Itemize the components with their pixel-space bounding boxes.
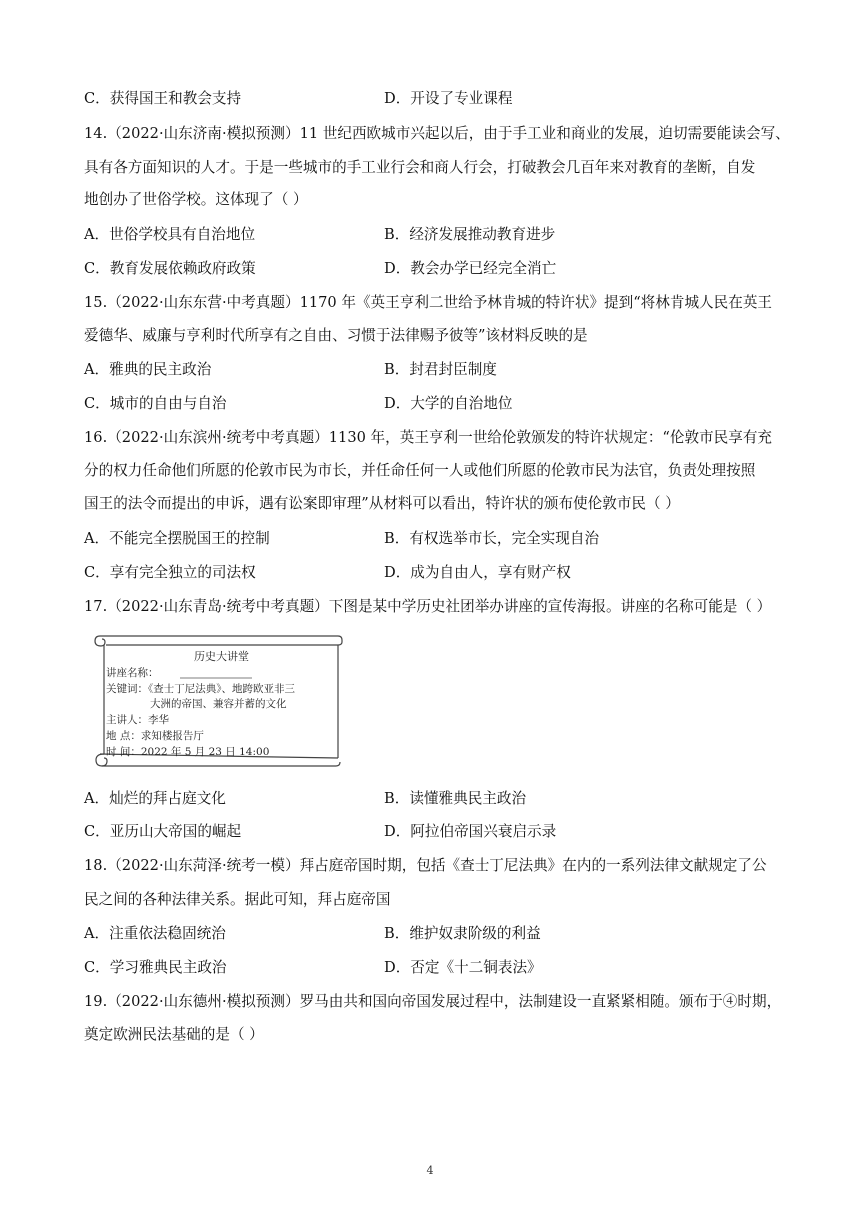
q14-stem-line3: 地创办了世俗学校。这体现了（ ） <box>84 191 308 208</box>
q19-stem-line1: 19.（2022·山东德州·模拟预测）罗马由共和国向帝国发展过程中，法制建设一直紧紧相随。颁布于④时期， <box>84 993 782 1010</box>
q13-option-c: C．获得国王和教会支持 <box>84 90 242 107</box>
q15-option-b: B．封君封臣制度 <box>384 361 497 378</box>
q18-option-c: C．学习雅典民主政治 <box>84 959 227 976</box>
q15-option-c: C．城市的自由与自治 <box>84 395 227 412</box>
poster-keywords-2: 大洲的帝国、兼容并蓄的文化 <box>150 698 287 710</box>
poster-title: 历史大讲堂 <box>194 650 249 663</box>
q14-stem-line2: 具有各方面知识的人才。于是一些城市的手工业行会和商人行会，打破教会几百年来对教育的垄断，自发 <box>84 159 756 176</box>
poster-keywords-1: 关键词：《查士丁尼法典》、地跨欧亚非三 <box>106 683 295 695</box>
poster-place: 地 点：求知楼报告厅 <box>106 730 204 742</box>
q16-option-a: A．不能完全摆脱国王的控制 <box>84 530 270 547</box>
q17-option-a: A．灿烂的拜占庭文化 <box>84 790 226 807</box>
q16-stem-line3: 国王的法令而提出的申诉，遇有讼案即审理”从材料可以看出，特许状的颁布使伦敦市民（ ） <box>84 495 680 512</box>
q19-stem-line2: 奠定欧洲民法基础的是（ ） <box>84 1026 264 1043</box>
q18-stem-line2: 民之间的各种法律关系。据此可知，拜占庭帝国 <box>84 891 391 908</box>
q16-stem-line2: 分的权力任命他们所愿的伦敦市民为市长，并任命任何一人或他们所愿的伦敦市民为法官，负责处理按照 <box>84 462 756 479</box>
poster-speaker: 主讲人：李华 <box>106 714 169 726</box>
q14-stem-line1: 14.（2022·山东济南·模拟预测）11 世纪西欧城市兴起以后，由于手工业和商业的发展，迫切需要能读会写、 <box>84 125 790 142</box>
q17-option-d: D．阿拉伯帝国兴衰启示录 <box>384 823 557 840</box>
q13-option-d: D．开设了专业课程 <box>384 90 513 107</box>
q15-option-a: A．雅典的民主政治 <box>84 361 212 378</box>
q14-option-c: C．教育发展依赖政府政策 <box>84 260 256 277</box>
q14-option-d: D．教会办学已经完全消亡 <box>384 260 557 277</box>
q15-stem-line2: 爱德华、威廉与亨利时代所享有之自由、习惯于法律赐予彼等”该材料反映的是 <box>84 327 588 344</box>
q16-option-c: C．享有完全独立的司法权 <box>84 564 256 581</box>
q16-stem-line1: 16.（2022·山东滨州·统考中考真题）1130 年，英王亨利一世给伦敦颁发的特许状规定：“伦敦市民享有充 <box>84 429 773 446</box>
poster-time: 时 间：2022 年 5 月 23 日 14:00 <box>106 746 270 758</box>
q18-stem-line1: 18.（2022·山东菏泽·统考一模）拜占庭帝国时期，包括《查士丁尼法典》在内的一系列法律文献规定了公 <box>84 857 767 874</box>
q14-option-a: A．世俗学校具有自治地位 <box>84 226 256 243</box>
q18-option-b: B．维护奴隶阶级的利益 <box>384 925 541 942</box>
page-number: 4 <box>426 1164 434 1177</box>
q15-stem-line1: 15.（2022·山东东营·中考真题）1170 年《英王亨利二世给予林肯城的特许状》提到“将林肯城人民在英王 <box>84 294 773 311</box>
poster-name-label: 讲座名称： <box>106 667 159 679</box>
q16-option-b: B．有权选举市长，完全实现自治 <box>384 530 600 547</box>
lecture-poster <box>92 632 344 768</box>
q16-option-d: D．成为自由人，享有财产权 <box>384 564 571 581</box>
q18-option-a: A．注重依法稳固统治 <box>84 925 226 942</box>
q14-option-b: B．经济发展推动教育进步 <box>384 226 556 243</box>
q17-stem-line1: 17.（2022·山东青岛·统考中考真题）下图是某中学历史社团举办讲座的宣传海报。讲座的名称可能是（ ） <box>84 598 772 615</box>
q18-option-d: D．否定《十二铜表法》 <box>384 959 542 976</box>
q17-option-c: C．亚历山大帝国的崛起 <box>84 823 242 840</box>
q15-option-d: D．大学的自治地位 <box>384 395 513 412</box>
q17-option-b: B．读懂雅典民主政治 <box>384 790 527 807</box>
